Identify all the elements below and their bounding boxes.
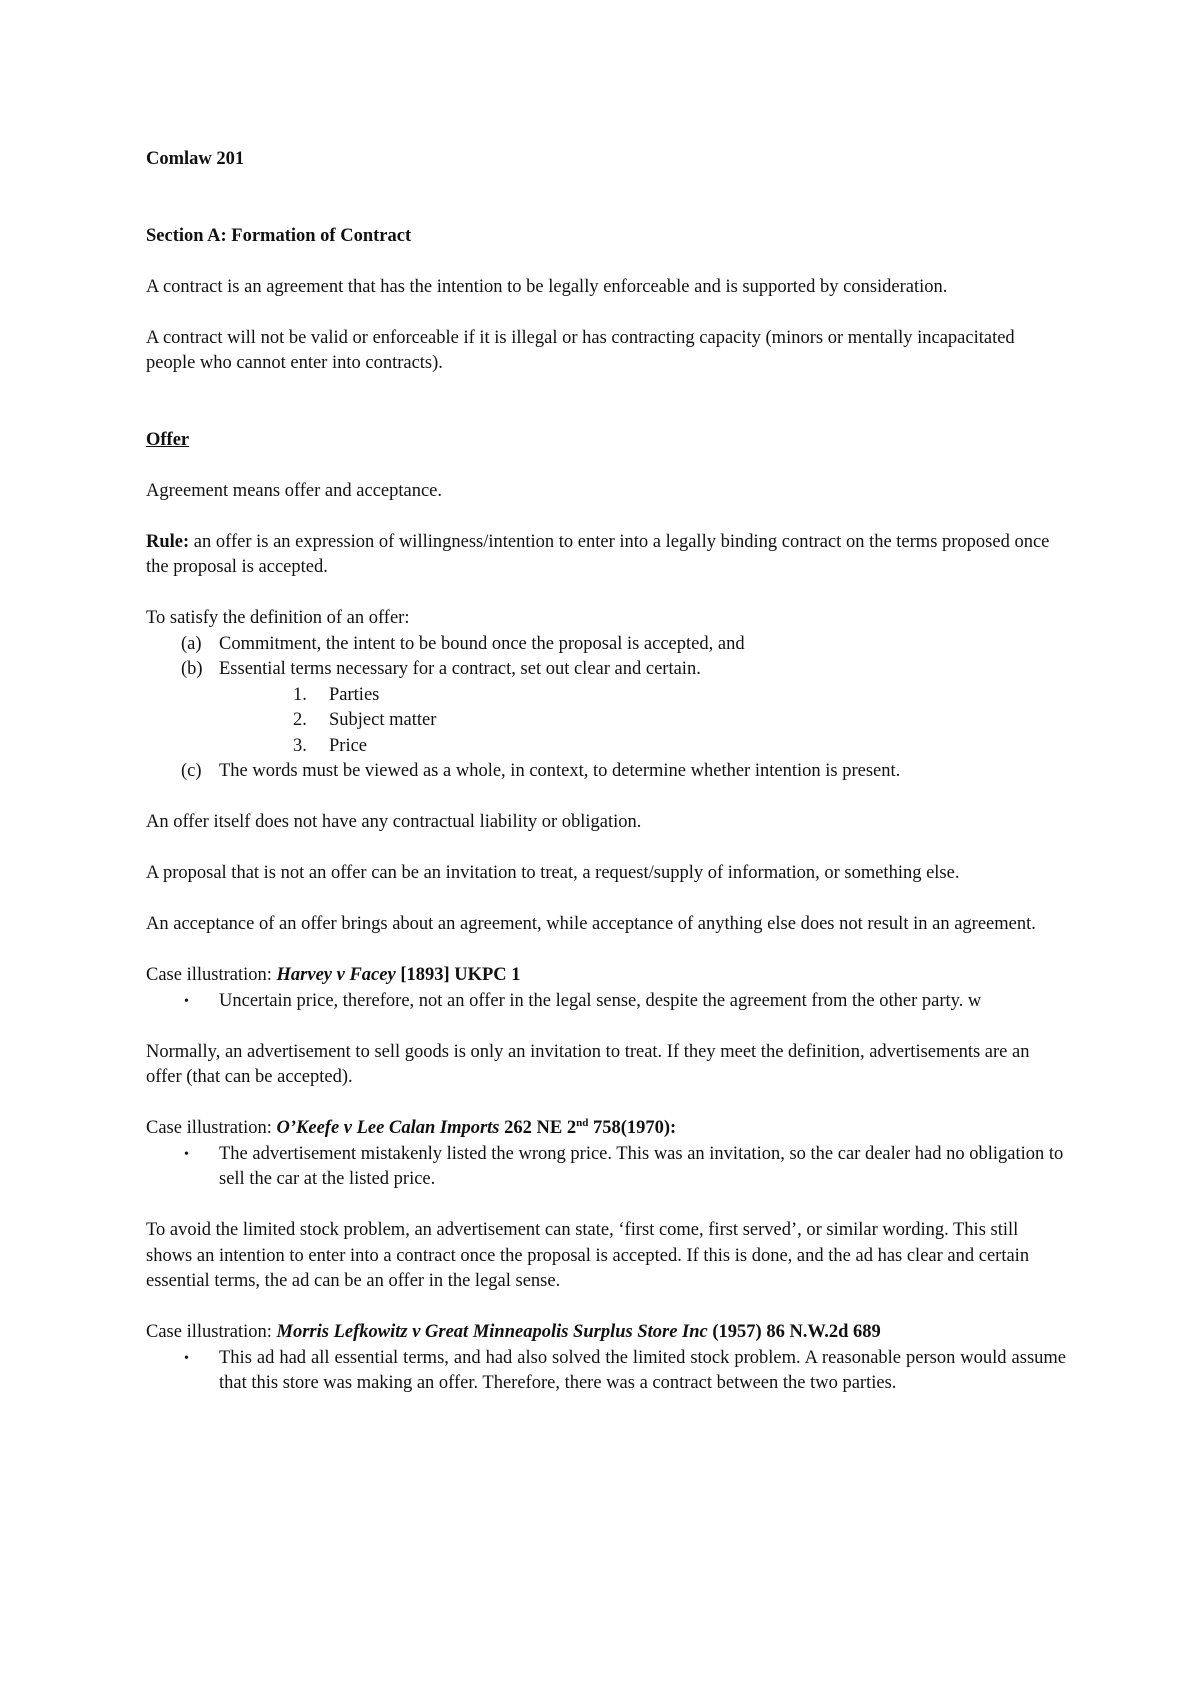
bullet-icon: • (184, 993, 189, 1009)
list-marker: (b) (181, 659, 203, 679)
list-item (146, 657, 1066, 759)
case-prefix: Case illustration: (146, 965, 277, 985)
advertisement-paragraph: Normally, an advertisement to sell goods is only an invitation to treat. If they meet the definition, advertisements are an offer (that can be accepted). (146, 1041, 1030, 1087)
stock-paragraph: To avoid the limited stock problem, an advertisement can state, ‘first come, first served’, or similar wording. This still shows an intention to enter into a contract once the proposal is accepted. If this is done, and the ad has clear and certain essential terms, the ad can be an offer in the legal sense. (146, 1220, 1030, 1291)
bullet-text: The advertisement mistakenly listed the wrong price. This was an invitation, so the car dealer had no obligation to sell the car at the listed price. (219, 1143, 1064, 1189)
list-marker: 1. (293, 684, 307, 705)
bullet-list (146, 989, 1066, 1015)
proposal-paragraph: A proposal that is not an offer can be an invitation to treat, a request/supply of information, or something else. (146, 863, 960, 883)
list-marker: 3. (293, 735, 307, 756)
bullet-list (146, 1142, 1066, 1193)
case-name: Harvey v Facey (276, 965, 396, 985)
list-item (146, 708, 1066, 734)
list-item-text: Price (329, 735, 368, 756)
list-item (146, 759, 1066, 785)
document-title: Comlaw 201 (146, 149, 245, 169)
rule-text: an offer is an expression of willingness/intention to enter into a legally binding contract on the terms proposed once the proposal is accepted. (146, 531, 1050, 577)
rule-label: Rule: (146, 531, 190, 552)
case-citation (500, 1118, 677, 1138)
case-heading (146, 1320, 1066, 1346)
acceptance-paragraph: An acceptance of an offer brings about an agreement, while acceptance of anything else does not result in an agreement. (146, 914, 1036, 934)
list-marker: (c) (181, 761, 202, 781)
list-item-text: Essential terms necessary for a contract, set out clear and certain. (219, 659, 701, 679)
bullet-item (146, 1346, 1066, 1397)
offer-heading (146, 428, 1066, 454)
bullet-icon: • (184, 1350, 189, 1366)
list-marker: 2. (293, 710, 307, 730)
offer-definition-block (146, 606, 1066, 785)
list-item-text: Parties (329, 684, 380, 705)
no-liability-paragraph: An offer itself does not have any contractual liability or obligation. (146, 812, 642, 832)
list-item (146, 632, 1066, 658)
alpha-list (146, 632, 1066, 785)
list-item (146, 734, 1066, 760)
bullet-text: This ad had all essential terms, and had also solved the limited stock problem. A reasonable person would assume that this store was making an offer. Therefore, there was a contract between the two parties. (219, 1347, 1066, 1393)
numbered-list (219, 683, 1066, 760)
satisfy-intro: To satisfy the definition of an offer: (146, 608, 410, 628)
bullet-icon: • (184, 1146, 189, 1162)
list-item-text: The words must be viewed as a whole, in context, to determine whether intention is present. (219, 761, 901, 781)
case-illustration-1 (146, 963, 1066, 1014)
list-item (146, 683, 1066, 709)
case-illustration-2 (146, 1116, 1066, 1193)
case-prefix: Case illustration: (146, 1118, 277, 1138)
case-citation-part-a: 262 NE 2 (499, 1118, 577, 1138)
case-citation-superscript: nd (576, 1116, 589, 1129)
case-heading (146, 963, 1066, 989)
bullet-item (146, 989, 1066, 1015)
offer-heading-text: Offer (146, 429, 190, 450)
list-item-text: Subject matter (329, 710, 437, 730)
rule-paragraph (146, 530, 1066, 581)
case-heading (146, 1116, 1066, 1142)
case-name: Morris Lefkowitz v Great Minneapolis Surplus Store Inc (276, 1322, 708, 1342)
intro-paragraph-1: A contract is an agreement that has the intention to be legally enforceable and is supported by consideration. (146, 276, 948, 297)
bullet-item (146, 1142, 1066, 1193)
case-citation: [1893] UKPC 1 (395, 965, 521, 985)
agreement-paragraph: Agreement means offer and acceptance. (146, 480, 443, 501)
case-citation-part-b: 758(1970): (588, 1118, 677, 1138)
list-item-text: Commitment, the intent to be bound once the proposal is accepted, and (219, 633, 745, 654)
case-citation: (1957) 86 N.W.2d 689 (707, 1322, 881, 1342)
document-page (146, 147, 1066, 1422)
section-heading: Section A: Formation of Contract (146, 225, 412, 246)
case-illustration-3 (146, 1320, 1066, 1397)
intro-paragraph-2: A contract will not be valid or enforceable if it is illegal or has contracting capacity (minors or mentally incapacitated people who cannot enter into contracts). (146, 327, 1015, 373)
list-marker: (a) (181, 633, 202, 654)
bullet-text: Uncertain price, therefore, not an offer in the legal sense, despite the agreement from the other party. w (219, 990, 982, 1011)
case-name: O’Keefe v Lee Calan Imports (276, 1118, 500, 1138)
case-prefix: Case illustration: (146, 1322, 277, 1342)
bullet-list (146, 1346, 1066, 1397)
